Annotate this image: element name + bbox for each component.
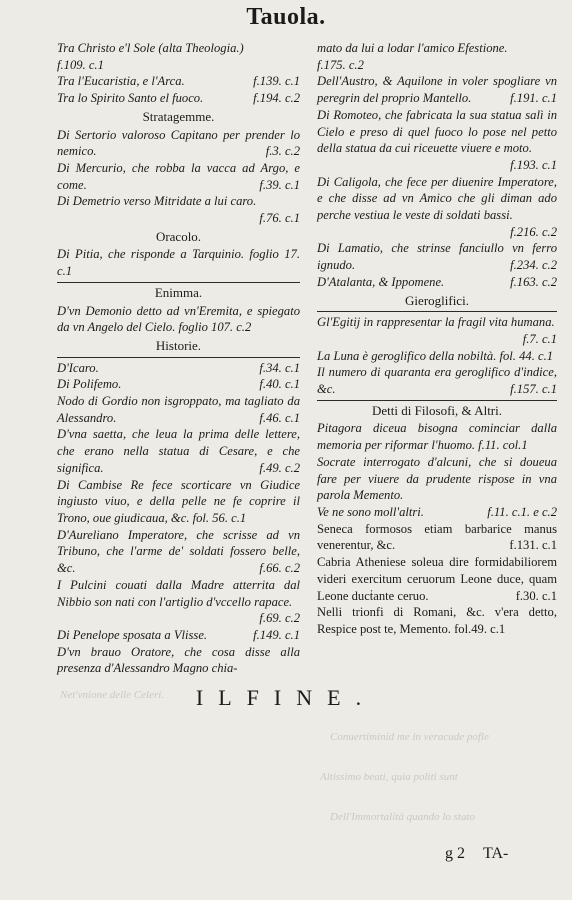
end-marker: ILFINE. — [195, 685, 377, 710]
bleed-through-text: Net'vnione delle Celeri. — [60, 689, 165, 701]
index-entry: Seneca formosos etiam barbarice manus venerentur, &c. f.131. c.1 — [317, 521, 557, 553]
index-entry: D'vn brauo Oratore, che cosa disse alla presenza d'Alessandro Magno chia- — [57, 644, 300, 676]
index-entry: Di Mercurio, che robba la vacca ad Argo, e come. f.39. c.1 — [57, 160, 300, 192]
index-entry: Di Demetrio verso Mitridate a lui caro. f.76. c.1 — [57, 194, 300, 226]
index-entry: f.40. c.1 Di Polifemo. — [57, 377, 300, 392]
index-entry: f.163. c.2 D'Atalanta, & Ippomene. — [317, 274, 557, 289]
divider — [317, 400, 557, 401]
index-entry: Di Romoteo, che fabricata la sua statua salì in Cielo e preso di quel fuoco lo pose nel petto della statua da cui riceuette viuere e moto. f.193. c.1 — [317, 107, 557, 172]
index-entry: Tra Christo e'l Sole (alta Theologia.) f.109. c.1 — [57, 41, 244, 72]
index-entry: mato da lui a lodar l'amico Efestione. f.175. c.2 — [317, 41, 508, 72]
divider — [57, 282, 300, 283]
index-entry: Gl'Egitij in rappresentar la fragil vita humana. f.7. c.1 — [317, 315, 557, 346]
index-entry: D'vn Demonio detto ad vn'Eremita, e spiegato da vn Angelo del Cielo. foglio 107. c.2 — [57, 303, 300, 335]
index-entry: La Luna è geroglifico della nobiltà. fol. 44. c.1 — [317, 348, 554, 363]
index-entry: Socrate interrogato d'alcuni, che si doueua fare per viuere da prudente rispose in vna parola Memento. — [317, 454, 557, 503]
catchword: TA- — [483, 845, 509, 862]
index-entry: D'Aureliano Imperatore, che scrisse ad vn Tribuno, che l'arme de' soldati fossero belle, &c. f.66. c.2 — [57, 527, 300, 576]
section-heading: Detti di Filosofi, & Altri. — [371, 402, 502, 418]
index-entry: f.11. c.1. e c.2 Ve ne sono moll'altri. — [317, 504, 557, 519]
section-heading: Historie. — [155, 337, 202, 353]
bleed-through-text: Dell'Immortalità quando lo stato — [330, 811, 476, 823]
page-title: Tauola. — [246, 4, 326, 30]
left-column — [57, 40, 300, 677]
divider — [317, 311, 557, 312]
index-entry: I Pulcini couati dalla Madre atterrita dal Nibbio son nati con l'artiglio d'vccello rapace. f.69. c.2 — [57, 577, 300, 626]
section-heading: Gieroglifici. — [405, 292, 469, 308]
index-entry: Il numero di quaranta era geroglifico d'indice, &c. f.157. c.1 — [317, 365, 557, 397]
page-footer — [445, 845, 508, 863]
bleed-through-text: Conuertiminid me in veracude pofle — [330, 731, 489, 743]
index-entry: Nelli trionfi di Romani, &c. v'era detto, Respice post te, Memento. fol.49. c.1 — [317, 605, 557, 636]
index-entry: Di Caligola, che fece per diuenire Imperatore, e che disse ad vn Amico che gli diman ado perche vestiua le veste di soldati bassi. f.216. c.2 — [317, 174, 557, 239]
index-entry: Di Sertorio valoroso Capitano per prender lo nemico. f.3. c.2 — [57, 127, 300, 159]
signature-mark: g 2 — [445, 845, 465, 862]
bleed-through-text: Altissimo beati, quia politi sunt — [320, 771, 458, 783]
section-heading: Enimma. — [154, 284, 203, 300]
index-entry: Cabria Atheniese soleua dire formidabiliorem videri exercitum ceruorum Leone duce, quam Leone ducṫante ceruo. f.30. c.1 — [317, 555, 557, 603]
divider — [57, 357, 300, 358]
index-entry: Dell'Austro, & Aquilone in voler spogliare vn peregrin del proprio Mantello. f.191. c.1 — [317, 74, 557, 106]
index-entry: f.149. c.1 Di Penelope sposata a Vlisse. — [57, 627, 300, 642]
index-entry: f.139. c.1 Tra l'Eucaristia, e l'Arca. — [57, 74, 300, 89]
index-entry: Di Pitia, che risponde a Tarquinio. foglio 17. c.1 — [57, 247, 300, 279]
section-heading: Oracolo. — [155, 228, 202, 244]
index-entry: Di Lamatio, che strinse fanciullo vn ferro ignudo. f.234. c.2 — [317, 241, 557, 273]
index-entry: Nodo di Gordio non isgroppato, ma tagliato da Alessandro. f.46. c.1 — [57, 394, 300, 425]
section-heading: Stratagemme. — [142, 108, 215, 124]
index-entry: f.194. c.2 Tra lo Spirito Santo el fuoco. — [57, 91, 300, 106]
index-entry: Pitagora diceua bisogna cominciar dalla memoria per riformar l'huomo. f.11. col.1 — [317, 421, 557, 453]
index-entry: f.34. c.1 D'Icaro. — [57, 360, 300, 375]
index-entry: Di Cambise Re fece scorticare vn Giudice ingiusto viuo, e della pelle ne fe coprire il Trono, oue giudicaua, &c. fol. 56. c.1 — [57, 477, 300, 525]
index-entry: D'vna saetta, che leua la prima delle lettere, che erano nella statua di Cesare, e che significa. f.49. c.2 — [57, 427, 300, 475]
right-column — [317, 40, 557, 638]
